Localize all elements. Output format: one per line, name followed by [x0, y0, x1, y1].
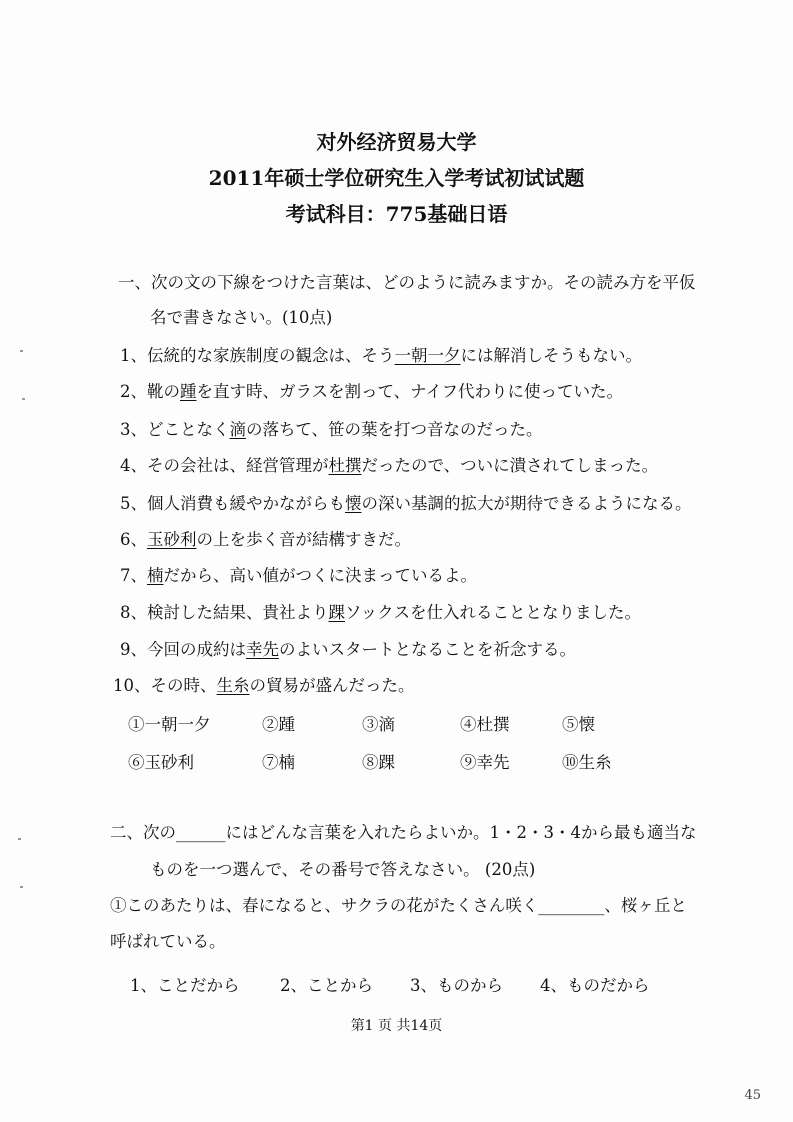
question-text: どことなく: [147, 420, 230, 439]
question-number: 9、: [120, 640, 147, 659]
section2-instruction: 二、次の______にはどんな言葉を入れたらよいか。1・2・3・4から最も適当な: [110, 823, 697, 842]
underlined-word: 踝: [328, 603, 345, 622]
question-text: 靴の: [147, 382, 180, 401]
question-text: 今回の成約は: [147, 640, 246, 659]
question-text: を直す時、ガラスを割って、ナイフ代わりに使っていた。: [196, 382, 624, 401]
underlined-word: 幸先: [246, 640, 279, 659]
underlined-word: 踵: [180, 382, 197, 401]
question-text: ソックスを仕入れることとなりました。: [345, 603, 642, 622]
question-text: だったので、ついに潰されてしまった。: [361, 456, 659, 475]
scan-page-number: 45: [744, 1088, 761, 1103]
answer-key-2: ②踵: [262, 715, 295, 734]
answer-key-4: ④杜撰: [460, 715, 510, 734]
page-footer: 第1 页 共14页: [350, 1018, 443, 1034]
question-1-text-cont: 呼ばれている。: [110, 932, 226, 951]
answer-key-6: ⑥玉砂利: [128, 753, 194, 772]
question-6: [120, 529, 411, 551]
scan-speck: [22, 398, 25, 400]
underlined-word: 楠: [147, 566, 164, 585]
answer-key-3: ③滴: [362, 715, 395, 734]
question-text: だから、高い値がつくに決まっているよ。: [163, 566, 477, 585]
question-number: 4、: [120, 456, 147, 475]
scan-speck: [18, 838, 21, 840]
question-8: [120, 602, 641, 624]
question-number: 1、: [120, 346, 147, 365]
exam-title: 2011年硕士学位研究生入学考试初试试题: [208, 166, 585, 190]
question-9: [120, 639, 576, 661]
question-text: の貿易が盛んだった。: [249, 676, 415, 695]
university-name: 对外经济贸易大学: [316, 130, 477, 154]
underlined-word: 一朝一夕: [394, 346, 461, 365]
underlined-word: 生糸: [216, 676, 250, 695]
question-number: 8、: [120, 603, 147, 622]
question-text: その会社は、経営管理が: [147, 456, 329, 475]
question-text: には解消しそうもない。: [460, 346, 642, 365]
scan-speck: [20, 886, 23, 888]
question-number: 10、: [113, 676, 151, 695]
question-number: 6、: [120, 530, 147, 549]
answer-key-7: ⑦楠: [262, 753, 295, 772]
question-text: 伝統的な家族制度の観念は、そう: [147, 346, 395, 365]
question-number: 3、: [120, 420, 147, 439]
question-1-text: ①このあたりは、春になると、サクラの花がたくさん咲く________、桜ヶ丘と: [110, 896, 687, 915]
section1-instruction-cont: 名で書きなさい。(10点): [150, 308, 333, 327]
scan-speck: [20, 350, 23, 352]
choice-2: 2、ことから: [280, 976, 373, 995]
answer-key-8: ⑧踝: [362, 753, 395, 772]
question-text: の上を歩く音が結構すきだ。: [196, 530, 411, 549]
answer-key-1: ①一朝一夕: [128, 715, 211, 734]
question-10: [113, 675, 415, 697]
question-number: 2、: [120, 382, 147, 401]
question-2: [120, 381, 623, 403]
underlined-word: 玉砂利: [147, 530, 197, 549]
question-number: 7、: [120, 566, 147, 585]
question-text: のよいスタートとなることを祈念する。: [279, 640, 576, 659]
question-1: [120, 345, 642, 367]
answer-key-9: ⑨幸先: [460, 753, 510, 772]
question-text: 個人消費も緩やかながらも: [147, 494, 345, 513]
choice-1: 1、ことだから: [130, 976, 240, 995]
question-text: 検討した結果、貴社より: [147, 603, 329, 622]
underlined-word: 杜撰: [328, 456, 362, 475]
choice-3: 3、ものから: [410, 976, 503, 995]
question-4: [120, 455, 658, 477]
question-3: [120, 419, 543, 441]
question-text: その時、: [150, 676, 217, 695]
section1-instruction: 一、次の文の下線をつけた言葉は、どのように読みますか。その読み方を平仮: [118, 273, 696, 292]
underlined-word: 懐: [345, 494, 362, 513]
question-text: の落ちて、笹の葉を打つ音なのだった。: [246, 420, 543, 439]
question-7: [120, 565, 477, 587]
answer-key-10: ⑩生糸: [562, 753, 612, 772]
section2-instruction-cont: ものを一つ選んで、その番号で答えなさい。 (20点): [150, 860, 536, 879]
question-text: の深い基調的拡大が期待できるようになる。: [361, 494, 692, 513]
choice-4: 4、ものだから: [540, 976, 650, 995]
question-number: 5、: [120, 494, 147, 513]
question-5: [120, 493, 692, 515]
underlined-word: 滴: [229, 420, 246, 439]
exam-subject: 考试科目：775基础日语: [285, 202, 508, 226]
answer-key-5: ⑤懐: [562, 715, 595, 734]
